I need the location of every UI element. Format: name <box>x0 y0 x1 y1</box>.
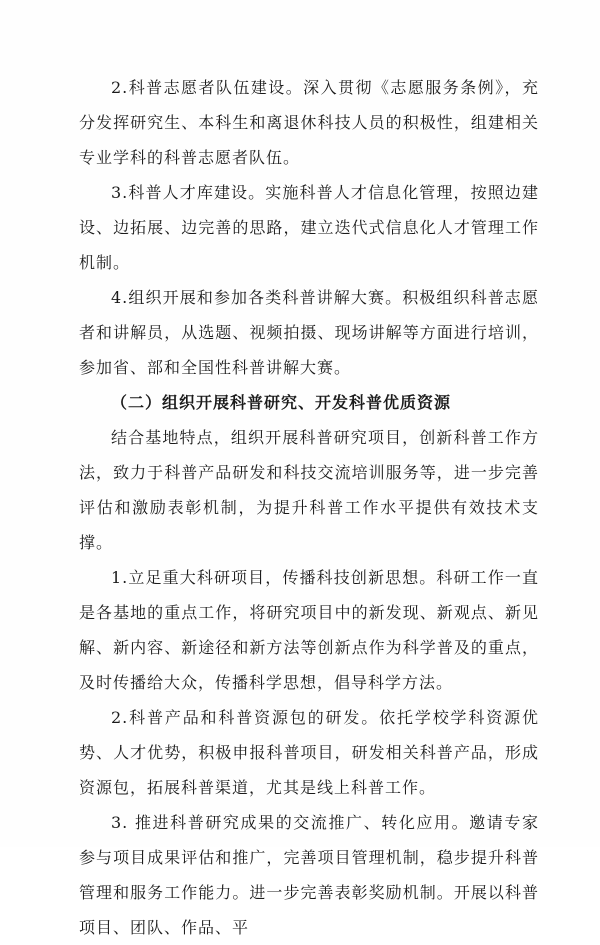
paragraph-intro: 结合基地特点，组织开展科普研究项目，创新科普工作方法，致力于科普产品研发和科技交流培训服务等，进一步完善评估和激励表彰机制，为提升科普工作水平提供有效技术支撑。 <box>79 428 539 552</box>
paragraph-resource-packages: 2.科普产品和科普资源包的研发。依托学校学科资源优势、人才优势，积极申报科普项目，研发相关科普产品，形成资源包，拓展科普渠道，尤其是线上科普工作。 <box>79 708 539 797</box>
paragraph-talent-pool: 3.科普人才库建设。实施科普人才信息化管理，按照边建设、边拓展、边完善的思路，建立迭代式信息化人才管理工作机制。 <box>79 183 539 272</box>
paragraph-volunteer-team: 2.科普志愿者队伍建设。深入贯彻《志愿服务条例》，充分发挥研究生、本科生和离退休科技人员的积极性，组建相关专业学科的科普志愿者队伍。 <box>79 78 539 167</box>
paragraph-promotion: 3. 推进科普研究成果的交流推广、转化应用。邀请专家参与项目成果评估和推广，完善项目管理机制，稳步提升科普管理和服务工作能力。进一步完善表彰奖励机制。开展以科普项目、团队、作品、平 <box>79 813 539 937</box>
section-heading: （二）组织开展科普研究、开发科普优质资源 <box>111 393 452 412</box>
paragraph-competition: 4.组织开展和参加各类科普讲解大赛。积极组织科普志愿者和讲解员，从选题、视频拍摄、现场讲解等方面进行培训，参加省、部和全国性科普讲解大赛。 <box>79 288 539 377</box>
paragraph-research-projects: 1.立足重大科研项目，传播科技创新思想。科研工作一直是各基地的重点工作，将研究项目中的新发现、新观点、新见解、新内容、新途径和新方法等创新点作为科学普及的重点，及时传播给大众，传播科学思想，倡导科学方法。 <box>79 568 539 692</box>
document-body <box>79 70 539 945</box>
